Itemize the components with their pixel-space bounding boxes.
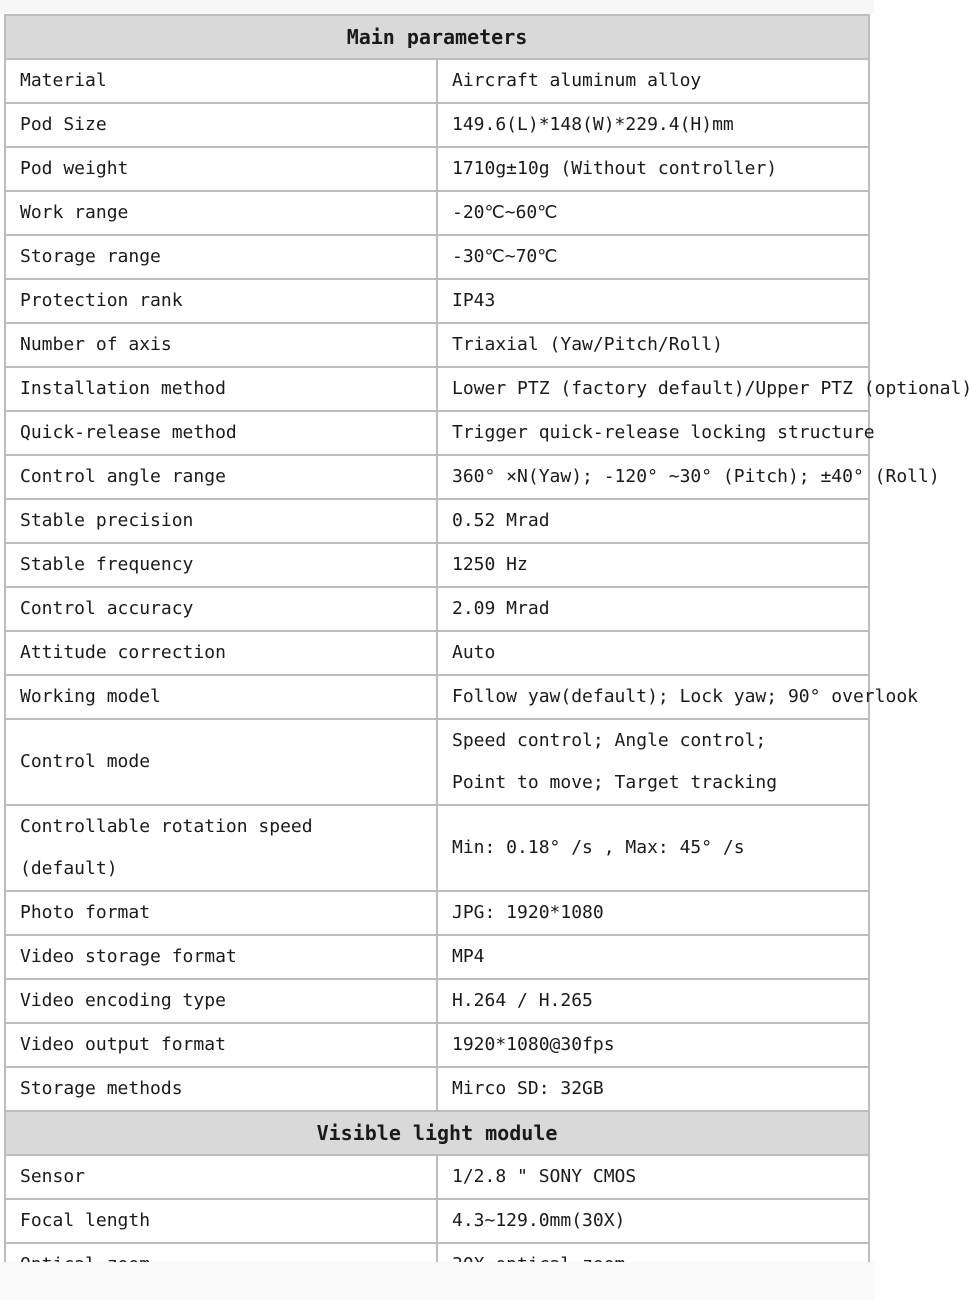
parameter-name-cell	[5, 587, 437, 631]
parameter-value-cell	[437, 411, 875, 455]
section-header-row	[5, 15, 869, 59]
parameter-name-cell	[5, 103, 437, 147]
parameter-name-cell	[5, 891, 437, 935]
parameter-value-cell	[437, 147, 869, 191]
parameter-value: 1250 Hz	[452, 554, 528, 575]
table-row	[5, 675, 869, 719]
parameter-name-cell	[5, 411, 437, 455]
spec-table	[4, 14, 972, 1288]
parameter-value: Auto	[452, 642, 496, 663]
parameter-name-cell	[5, 191, 437, 235]
parameter-name: Pod weight	[20, 158, 129, 179]
parameter-name-cell	[5, 979, 437, 1023]
parameter-name-cell	[5, 455, 437, 499]
parameter-value-cell	[437, 59, 869, 103]
parameter-value: Speed control; Angle control;	[452, 730, 767, 751]
parameter-value: 1920*1080@30fps	[452, 1034, 615, 1055]
table-row	[5, 631, 869, 675]
parameter-value-cell	[437, 103, 869, 147]
table-row	[5, 59, 869, 103]
parameter-value-cell	[437, 499, 869, 543]
parameter-value: 149.6(L)*148(W)*229.4(H)mm	[452, 114, 734, 135]
table-row	[5, 1199, 869, 1243]
table-row	[5, 235, 869, 279]
table-row	[5, 1155, 869, 1199]
table-row	[5, 891, 869, 935]
parameter-value-cell	[437, 1023, 869, 1067]
parameter-value: 4.3~129.0mm(30X)	[452, 1210, 626, 1231]
table-row	[5, 323, 869, 367]
table-row	[5, 411, 869, 455]
table-row	[5, 455, 869, 499]
parameter-name: Controllable rotation speed	[20, 816, 313, 837]
parameter-value: H.264 / H.265	[452, 990, 593, 1011]
parameter-name: Installation method	[20, 378, 226, 399]
section-title: Visible light module	[5, 1111, 869, 1155]
table-row	[5, 805, 869, 891]
table-row	[5, 499, 869, 543]
table-row	[5, 1067, 869, 1111]
table-row	[5, 1023, 869, 1067]
section-header-row	[5, 1111, 869, 1155]
parameter-name-cell	[5, 499, 437, 543]
parameter-name: Working model	[20, 686, 161, 707]
parameter-value-cell	[437, 979, 869, 1023]
parameter-value: 360° ×N(Yaw); -120° ~30° (Pitch); ±40° (Roll)	[452, 466, 940, 487]
parameter-name: Work range	[20, 202, 129, 223]
parameter-value-cell	[437, 235, 869, 279]
parameter-name-cell	[5, 1023, 437, 1067]
parameter-name: Quick-release method	[20, 422, 237, 443]
parameter-value-cell	[437, 1155, 869, 1199]
parameter-name: Number of axis	[20, 334, 172, 355]
parameter-name: Material	[20, 70, 107, 91]
parameter-value-cell	[437, 631, 869, 675]
parameter-value-cell	[437, 675, 918, 719]
parameter-name: Control mode	[20, 751, 151, 772]
parameter-value: Mirco SD: 32GB	[452, 1078, 604, 1099]
parameter-value: MP4	[452, 946, 485, 967]
parameter-name-cell	[5, 59, 437, 103]
parameter-value: IP43	[452, 290, 496, 311]
parameter-name: Sensor	[20, 1166, 86, 1187]
parameter-name-cell	[5, 323, 437, 367]
parameter-value: -30℃~70℃	[452, 246, 558, 267]
parameter-value: Aircraft aluminum alloy	[452, 70, 702, 91]
table-row	[5, 543, 869, 587]
parameter-value-cell	[437, 1199, 869, 1243]
parameter-name: Storage range	[20, 246, 161, 267]
parameter-name: Control accuracy	[20, 598, 194, 619]
parameter-value-cell	[437, 891, 869, 935]
parameter-name-cell	[5, 543, 437, 587]
table-row	[5, 279, 869, 323]
parameter-name-cell	[5, 1067, 437, 1111]
parameter-value-cell	[437, 367, 972, 411]
parameter-name-cell	[5, 935, 437, 979]
parameter-name-cell	[5, 1199, 437, 1243]
parameter-name-cell	[5, 235, 437, 279]
parameter-name: Storage methods	[20, 1078, 183, 1099]
parameter-name-cell	[5, 805, 437, 891]
parameter-value-cell	[437, 805, 869, 891]
table-row	[5, 935, 869, 979]
parameter-name-cell	[5, 367, 437, 411]
parameter-value: Triaxial (Yaw/Pitch/Roll)	[452, 334, 723, 355]
parameter-name: Photo format	[20, 902, 151, 923]
section-title: Main parameters	[5, 15, 869, 59]
parameter-name: Stable frequency	[20, 554, 194, 575]
bottom-margin	[0, 1262, 874, 1300]
parameter-value: JPG: 1920*1080	[452, 902, 604, 923]
parameter-value: Follow yaw(default); Lock yaw; 90° overlook	[452, 686, 918, 707]
table-row	[5, 147, 869, 191]
parameter-value-cell	[437, 543, 869, 587]
parameter-name-cell	[5, 719, 437, 805]
parameter-value-cell	[437, 1067, 869, 1111]
parameter-value-cell	[437, 191, 869, 235]
top-margin	[0, 0, 874, 14]
table-row	[5, 719, 869, 805]
parameter-name-cell	[5, 631, 437, 675]
parameter-name-cell	[5, 147, 437, 191]
table-row	[5, 191, 869, 235]
parameter-value: Point to move; Target tracking	[452, 772, 778, 793]
table-row	[5, 103, 869, 147]
spec-table-body	[5, 15, 972, 1287]
parameter-name: Focal length	[20, 1210, 151, 1231]
parameter-name: Stable precision	[20, 510, 194, 531]
parameter-name-cell	[5, 279, 437, 323]
parameter-value: 1710g±10g (Without controller)	[452, 158, 778, 179]
parameter-value: 0.52 Mrad	[452, 510, 550, 531]
parameter-name-cell	[5, 1155, 437, 1199]
parameter-name: (default)	[20, 858, 118, 879]
parameter-value: Lower PTZ (factory default)/Upper PTZ (optional)	[452, 378, 972, 399]
parameter-value-cell	[437, 455, 940, 499]
parameter-value-cell	[437, 323, 869, 367]
parameter-value: 1/2.8 " SONY CMOS	[452, 1166, 637, 1187]
parameter-value: -20℃~60℃	[452, 202, 558, 223]
parameter-name: Video storage format	[20, 946, 237, 967]
parameter-name: Attitude correction	[20, 642, 226, 663]
parameter-name: Video output format	[20, 1034, 226, 1055]
parameter-name-cell	[5, 675, 437, 719]
table-row	[5, 367, 869, 411]
table-row	[5, 979, 869, 1023]
parameter-value-cell	[437, 719, 869, 805]
parameter-name: Pod Size	[20, 114, 107, 135]
parameter-name: Control angle range	[20, 466, 226, 487]
parameter-value-cell	[437, 587, 869, 631]
parameter-name: Video encoding type	[20, 990, 226, 1011]
parameter-value: Trigger quick-release locking structure	[452, 422, 875, 443]
parameter-value-cell	[437, 279, 869, 323]
parameter-value: 2.09 Mrad	[452, 598, 550, 619]
parameter-name: Protection rank	[20, 290, 183, 311]
table-row	[5, 587, 869, 631]
parameter-value-cell	[437, 935, 869, 979]
parameter-value: Min: 0.18° /s , Max: 45° /s	[452, 837, 745, 858]
